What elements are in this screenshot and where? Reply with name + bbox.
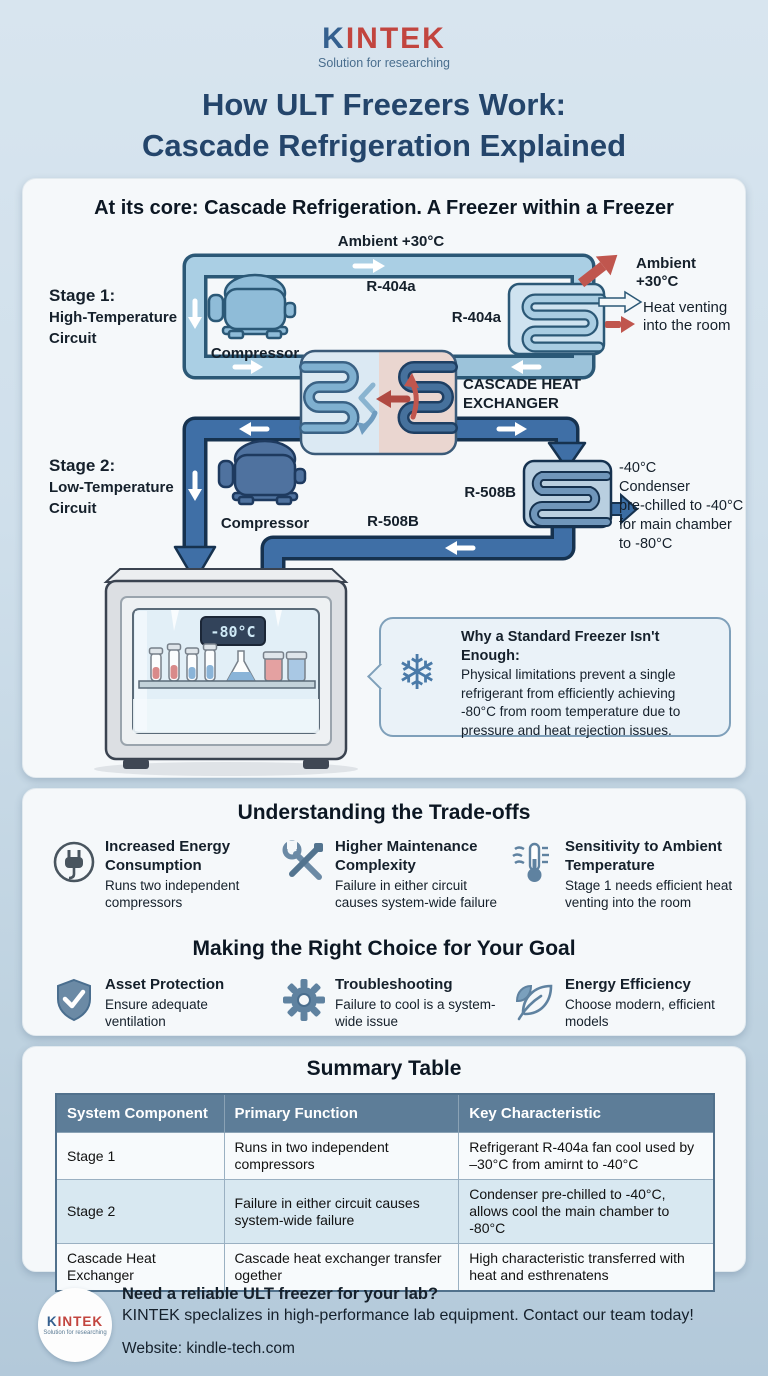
choice-title: Asset Protection	[105, 976, 225, 993]
tradeoff-title: Higher Maintenance Complexity	[335, 838, 478, 874]
cell-component: Stage 1	[56, 1133, 224, 1180]
footer-website: Website: kindle-tech.com	[122, 1340, 295, 1357]
header-logo	[0, 22, 768, 70]
thermometer-icon	[511, 839, 557, 890]
plug-icon	[51, 839, 97, 890]
logo-rest: INTEK	[345, 22, 446, 55]
choice-troubleshooting	[281, 975, 511, 1030]
tradeoff-maintenance	[281, 837, 511, 911]
r404a-top-label: R-404a	[366, 278, 416, 295]
stage1-label: Stage 1: High-Temperature Circuit	[49, 286, 178, 347]
tradeoff-energy	[51, 837, 275, 911]
tradeoff-desc: Failure in either circuit causes system-wide failure	[335, 878, 498, 910]
tradeoff-title: Sensitivity to Ambient Temperature	[565, 838, 722, 874]
callout-title: Why a Standard Freezer Isn't Enough:	[461, 629, 660, 664]
cell-component: Stage 2	[56, 1180, 224, 1244]
footer-text	[122, 1284, 752, 1358]
col-header-system-component: System Component	[56, 1094, 224, 1133]
choice-desc: Failure to cool is a system-wide issue	[335, 997, 496, 1029]
table-row	[56, 1180, 714, 1244]
condenser-note: -40°C Condenser pre-chilled to -40°C for main chamber to -80°C	[619, 460, 744, 552]
footer-logo-k: K	[46, 1314, 58, 1329]
choice-desc: Ensure adequate ventilation	[105, 997, 208, 1029]
compressor-1	[209, 275, 295, 338]
temperature-display-value: -80°C	[210, 623, 256, 641]
cascade-heat-exchanger	[301, 351, 456, 454]
choice-title: Energy Efficiency	[565, 976, 691, 993]
logo-tagline: Solution for researching	[317, 56, 451, 70]
r404a-right-label: R-404a	[451, 309, 501, 326]
tradeoffs-card	[22, 788, 746, 1036]
summary-table-card	[22, 1046, 746, 1283]
heat-exchanger-2	[524, 461, 611, 527]
gear-icon	[281, 977, 327, 1028]
compressor1-label: Compressor	[210, 345, 300, 362]
summary-table	[55, 1093, 715, 1292]
footer-logo-tagline: Solution for researching	[43, 1330, 107, 1336]
cell-characteristic: Condenser pre-chilled to -40°C, allows cool the main chamber to -80°C	[459, 1180, 714, 1244]
footer-logo	[38, 1288, 112, 1362]
choice-asset-protection	[51, 975, 269, 1030]
compressor2-label: Compressor	[220, 515, 310, 532]
tools-icon	[281, 839, 327, 890]
cell-function: Runs in two independent compressors	[224, 1133, 459, 1180]
logo-wordmark	[0, 22, 768, 56]
shield-check-icon	[51, 977, 97, 1028]
table-heading: Summary Table	[306, 1057, 462, 1080]
footer-body: KINTEK speclalizes in high-performance lab equipment. Contact our team today!	[122, 1307, 694, 1324]
col-header-key-characteristic: Key Characteristic	[459, 1094, 714, 1133]
ambient-out-label: Ambient +30°C	[636, 255, 696, 290]
table-row	[56, 1133, 714, 1180]
col-header-primary-function: Primary Function	[224, 1094, 459, 1133]
footer-logo-wordmark	[47, 1314, 103, 1329]
cell-characteristic: High characteristic transferred with heat and esthrenatens	[459, 1244, 714, 1292]
cell-characteristic: Refrigerant R-404a fan cool used by –30°C from amirnt to -40°C	[459, 1133, 714, 1180]
r508b-bottom-label: R-508B	[367, 513, 419, 530]
diagram-card	[22, 178, 746, 778]
footer-headline: Need a reliable ULT freezer for your lab?	[122, 1285, 439, 1303]
tradeoff-desc: Runs two independent compressors	[105, 878, 240, 910]
title-line-1: How ULT Freezers Work:	[201, 87, 567, 122]
logo-k: K	[322, 22, 346, 55]
r508b-right-label: R-508B	[464, 484, 516, 501]
footer	[0, 1280, 768, 1376]
ult-freezer	[94, 569, 358, 776]
tradeoff-title: Increased Energy Consumption	[105, 838, 231, 874]
page-title	[0, 84, 768, 166]
title-line-2: Cascade Refrigeration Explained	[141, 128, 627, 163]
cell-function: Cascade heat exchanger transfer ogether	[224, 1244, 459, 1292]
tradeoff-desc: Stage 1 needs efficient heat venting into the room	[565, 878, 733, 910]
air-out-arrow	[599, 292, 641, 312]
choices-heading: Making the Right Choice for Your Goal	[192, 937, 576, 960]
cell-component: Cascade Heat Exchanger	[56, 1244, 224, 1292]
choice-desc: Choose modern, efficient models	[565, 997, 715, 1029]
heat-venting-label: Heat venting into the room	[643, 299, 731, 334]
choice-title: Troubleshooting	[335, 976, 453, 993]
stage2-label: Stage 2: Low-Temperature Circuit	[49, 456, 174, 517]
heat-vent-arrow	[621, 316, 635, 333]
compressor-2	[219, 441, 305, 504]
leaf-icon	[511, 977, 557, 1028]
tradeoff-ambient	[511, 837, 739, 911]
footer-logo-rest: INTEK	[57, 1314, 104, 1329]
cell-function: Failure in either circuit causes system-wide failure	[224, 1180, 459, 1244]
choice-energy-efficiency	[511, 975, 735, 1030]
tradeoffs-heading: Understanding the Trade-offs	[237, 801, 531, 824]
diagram-heading: At its core: Cascade Refrigeration. A Freezer within a Freezer	[94, 197, 674, 219]
snowflake-icon: ❄	[397, 645, 438, 701]
cascade-exchanger-label: CASCADE HEAT EXCHANGER	[463, 376, 582, 412]
cascade-diagram	[23, 229, 747, 777]
standard-freezer-callout: ❄ Why a Standard Freezer Isn't Enough: Physical limitations prevent a single refrigerant from efficiently achieving -80°C from room temperature due to pressure and heat rejection issues.	[379, 617, 731, 737]
table-header-row	[56, 1094, 714, 1133]
freezer-shelf	[139, 681, 315, 688]
ambient-top-label: Ambient +30°C	[337, 233, 445, 250]
